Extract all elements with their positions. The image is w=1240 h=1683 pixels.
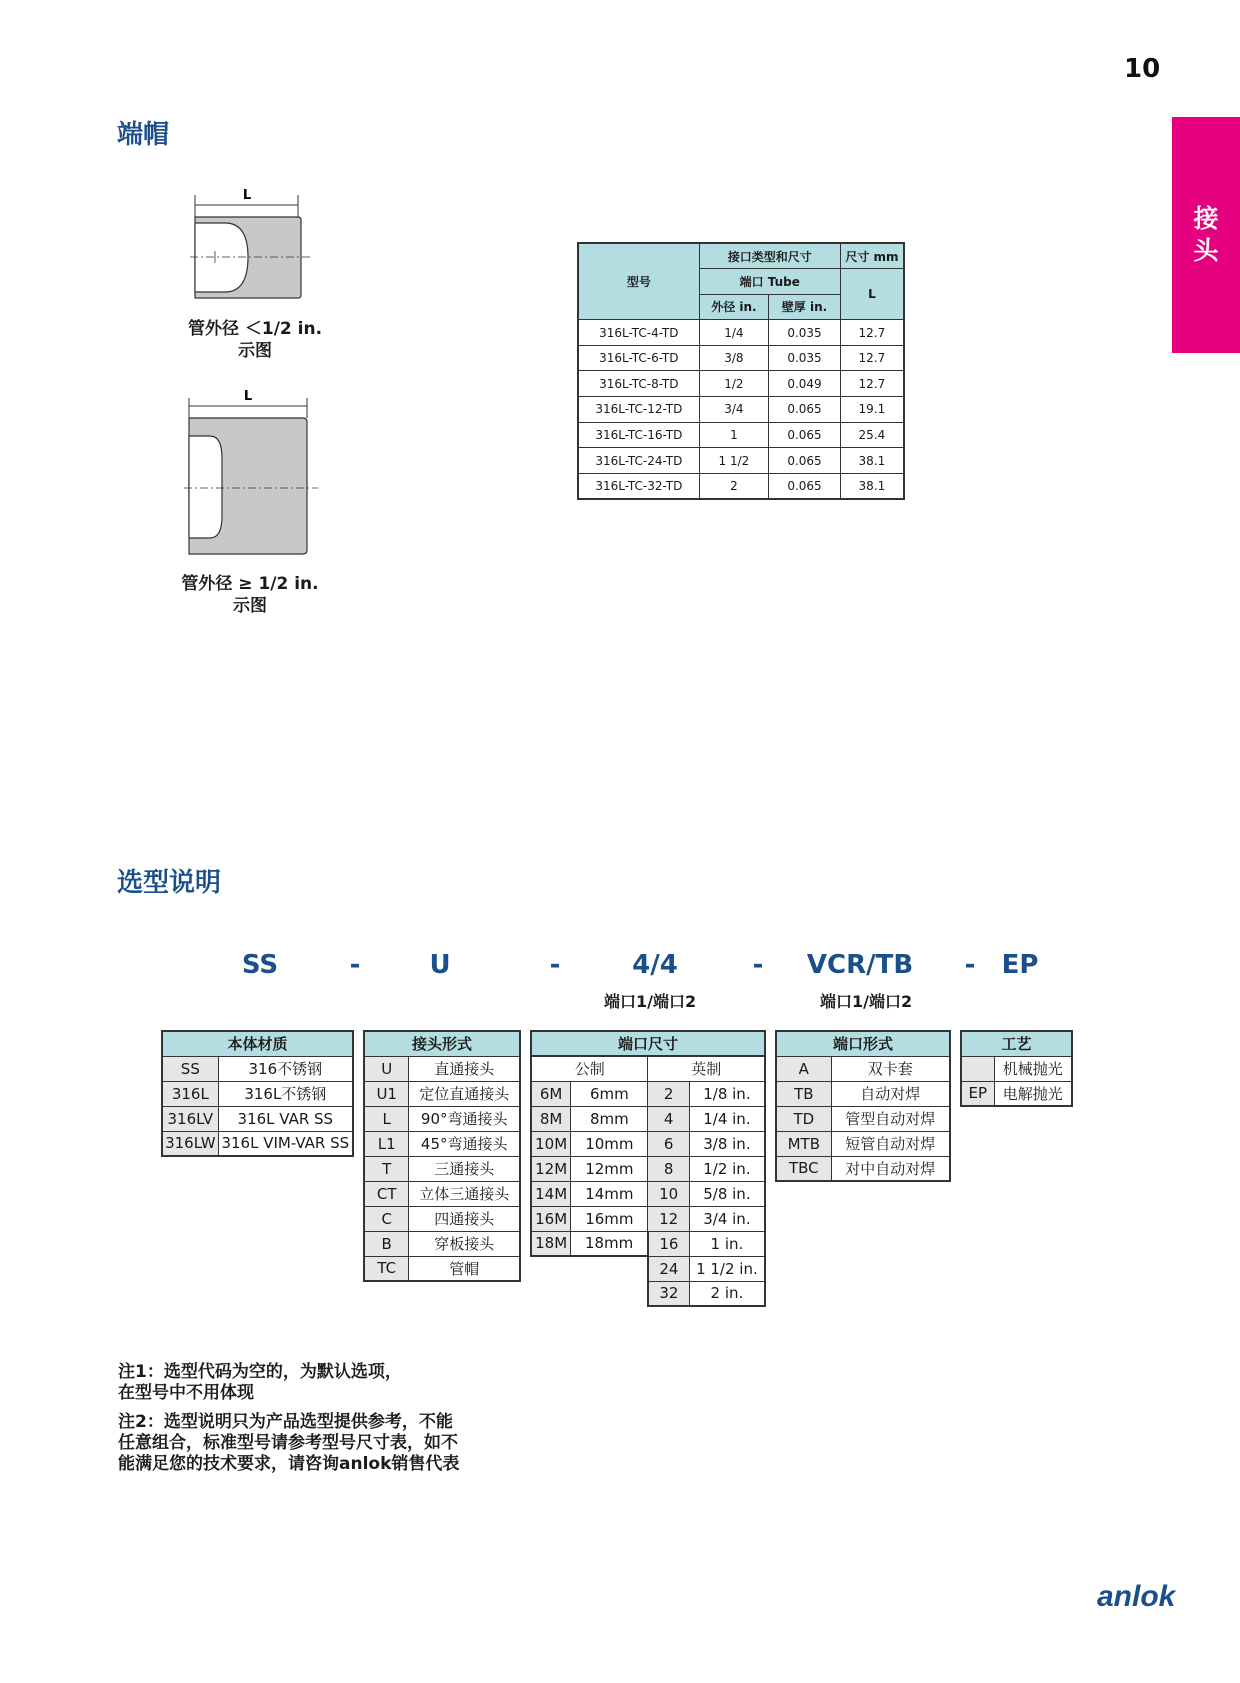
page-number: 10 [1124, 54, 1161, 84]
code-dash: - [964, 950, 976, 980]
diagram2-caption: 管外径 ≥ 1/2 in. 示图 [181, 574, 319, 616]
port-type-table [775, 1030, 951, 1182]
table-row: TB 自动对焊 [776, 1081, 950, 1106]
table-row: U1 定位直通接头 [364, 1081, 520, 1106]
dim-label-L: L [242, 188, 252, 203]
header-model: 型号 [578, 243, 699, 320]
note-2: 注2：选型说明只为产品选型提供参考，不能 任意组合，标准型号请参考型号尺寸表，如不 能满足您的技术要求，请咨询anlok销售代表 [118, 1412, 460, 1474]
table-row: TBC 对中自动对焊 [776, 1156, 950, 1181]
table-row: TD 管型自动对焊 [776, 1106, 950, 1131]
table-row: 10M 10mm 6 3/8 in. [531, 1131, 765, 1156]
table-row: CT 立体三通接头 [364, 1181, 520, 1206]
code-dash: - [752, 950, 764, 980]
table-row: 16M 16mm 12 3/4 in. [531, 1206, 765, 1231]
material-header: 本体材质 [162, 1031, 353, 1056]
code-port-size: 4/4 [632, 950, 678, 980]
fitting-type-table [363, 1030, 521, 1282]
table-row: MTB 短管自动对焊 [776, 1131, 950, 1156]
side-tab [1172, 117, 1240, 353]
table-row: SS 316不锈钢 [162, 1056, 353, 1081]
code-process: EP [1001, 950, 1039, 980]
table-row: 机械抛光 [961, 1056, 1072, 1081]
side-tab-label: 接 头 [1193, 204, 1219, 265]
dim-label-L: L [243, 389, 253, 404]
table-row: 316L-TC-24-TD 1 1/2 0.065 38.1 [578, 448, 904, 474]
table-row: 12M 12mm 8 1/2 in. [531, 1156, 765, 1181]
table-row: T 三通接头 [364, 1156, 520, 1181]
table-row: 316L-TC-6-TD 3/8 0.035 12.7 [578, 345, 904, 371]
table-row: 8M 8mm 4 1/4 in. [531, 1106, 765, 1131]
table-row: 316L-TC-16-TD 1 0.065 25.4 [578, 422, 904, 448]
process-header: 工艺 [961, 1031, 1072, 1056]
header-dim-group: 尺寸 mm [840, 243, 904, 269]
process-table [960, 1030, 1073, 1107]
table-row: L1 45°弯通接头 [364, 1131, 520, 1156]
header-L: L [840, 269, 904, 320]
header-port-group: 接口类型和尺寸 [699, 243, 840, 269]
table-row: TC 管帽 [364, 1256, 520, 1281]
code-port-size-sub: 端口1/端口2 [604, 992, 697, 1011]
table-row: 24 1 1/2 in. [531, 1256, 765, 1281]
code-port-type: VCR/TB [806, 950, 914, 980]
table-row: 32 2 in. [531, 1281, 765, 1306]
table-row: 316L-TC-8-TD 1/2 0.049 12.7 [578, 371, 904, 397]
port-type-header: 端口形式 [776, 1031, 950, 1056]
header-wall: 壁厚 in. [769, 294, 841, 320]
table-row: 316L-TC-12-TD 3/4 0.065 19.1 [578, 397, 904, 423]
code-material: SS [241, 950, 279, 980]
brand-logo: anlok [1097, 1580, 1176, 1613]
table-row: 316L-TC-4-TD 1/4 0.035 12.7 [578, 320, 904, 346]
end-cap-spec-table [577, 242, 905, 500]
table-row: 14M 14mm 10 5/8 in. [531, 1181, 765, 1206]
metric-header: 公制 [531, 1056, 648, 1081]
table-row: 6M 6mm 2 1/8 in. [531, 1081, 765, 1106]
table-row: 316L-TC-32-TD 2 0.065 38.1 [578, 473, 904, 499]
end-cap-diagram-small [185, 185, 320, 300]
table-row: 316LW 316L VIM-VAR SS [162, 1131, 353, 1156]
port-size-header: 端口尺寸 [531, 1031, 765, 1056]
imperial-header: 英制 [648, 1056, 765, 1081]
code-dash: - [349, 950, 361, 980]
port-size-table [530, 1030, 766, 1307]
fitting-type-header: 接头形式 [364, 1031, 520, 1056]
table-row: 316L 316L不锈钢 [162, 1081, 353, 1106]
section-title-ordering: 选型说明 [117, 868, 222, 898]
header-port: 端口 Tube [699, 269, 840, 295]
code-port-type-sub: 端口1/端口2 [820, 992, 913, 1011]
note-1: 注1：选型代码为空的，为默认选项， 在型号中不用体现 [118, 1362, 402, 1403]
table-row: EP 电解抛光 [961, 1081, 1072, 1106]
table-row: L 90°弯通接头 [364, 1106, 520, 1131]
material-table [161, 1030, 354, 1157]
section-title-end-cap: 端帽 [117, 120, 170, 150]
table-row: U 直通接头 [364, 1056, 520, 1081]
table-row: A 双卡套 [776, 1056, 950, 1081]
header-od: 外径 in. [699, 294, 769, 320]
table-row: 18M 18mm 16 1 in. [531, 1231, 765, 1256]
code-fitting-type: U [429, 950, 451, 980]
table-row: B 穿板接头 [364, 1231, 520, 1256]
table-row: C 四通接头 [364, 1206, 520, 1231]
diagram1-caption: 管外径 ＜1/2 in. 示图 [187, 319, 323, 361]
code-dash: - [549, 950, 561, 980]
table-row: 316LV 316L VAR SS [162, 1106, 353, 1131]
end-cap-diagram-large [180, 388, 320, 558]
